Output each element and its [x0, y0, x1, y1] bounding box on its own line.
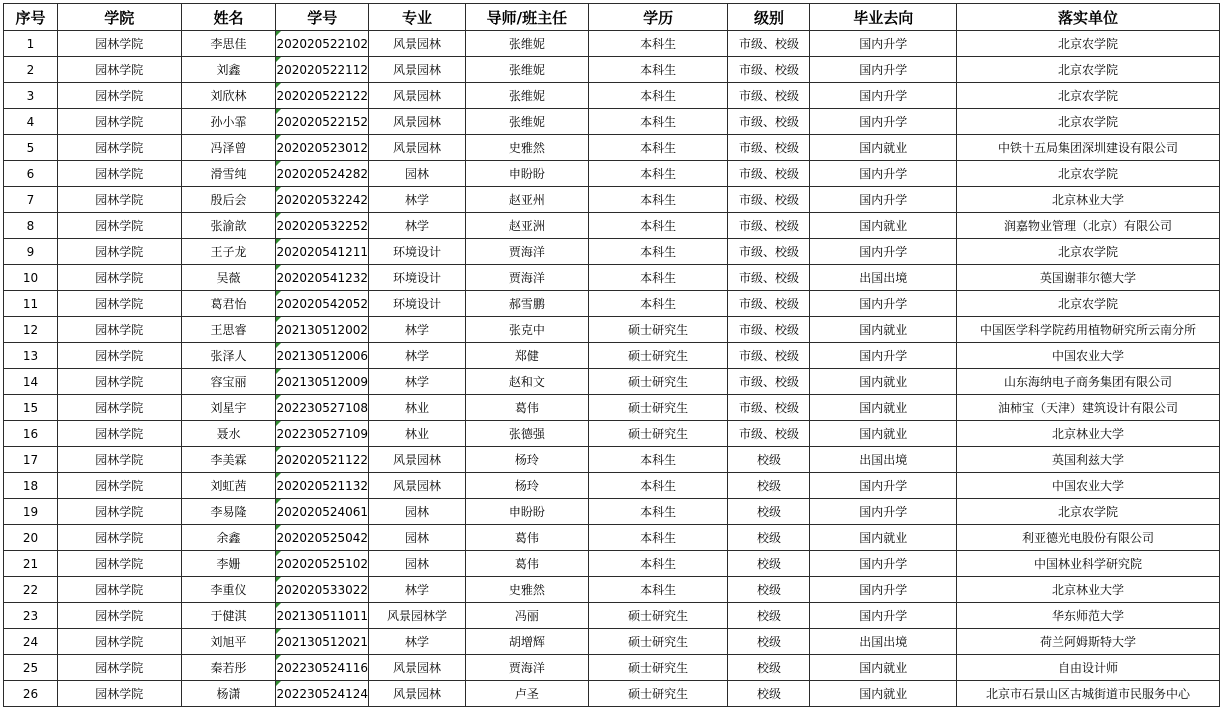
employer-cell[interactable]: 自由设计师	[957, 655, 1220, 681]
college-cell[interactable]: 园林学院	[57, 187, 181, 213]
college-cell[interactable]: 园林学院	[57, 603, 181, 629]
major-cell[interactable]: 林学	[369, 369, 466, 395]
major-cell[interactable]: 林学	[369, 577, 466, 603]
table-row	[4, 265, 1220, 291]
seq-cell[interactable]: 25	[4, 655, 58, 681]
column-header-college[interactable]: 学院	[57, 4, 181, 31]
student-id-cell[interactable]: 202020524061	[276, 499, 369, 525]
student-id-cell[interactable]: 202020524282	[276, 161, 369, 187]
degree-cell[interactable]: 硕士研究生	[588, 421, 728, 447]
table-row	[4, 83, 1220, 109]
college-cell[interactable]: 园林学院	[57, 291, 181, 317]
name-cell[interactable]: 余鑫	[181, 525, 276, 551]
name-cell[interactable]: 于健淇	[181, 603, 276, 629]
employer-cell[interactable]: 北京农学院	[957, 31, 1220, 57]
student-id-cell[interactable]: 202020523012	[276, 135, 369, 161]
student-id-cell[interactable]: 202130511011	[276, 603, 369, 629]
column-header-name[interactable]: 姓名	[181, 4, 276, 31]
name-cell[interactable]: 刘虹茜	[181, 473, 276, 499]
employer-cell[interactable]: 北京农学院	[957, 291, 1220, 317]
level-cell[interactable]: 市级、校级	[728, 187, 810, 213]
name-cell[interactable]: 张泽人	[181, 343, 276, 369]
advisor-cell[interactable]: 赵亚洲	[465, 213, 588, 239]
destination-cell[interactable]: 国内升学	[810, 291, 957, 317]
advisor-cell[interactable]: 葛伟	[465, 551, 588, 577]
degree-cell[interactable]: 本科生	[588, 135, 728, 161]
level-cell[interactable]: 校级	[728, 603, 810, 629]
name-cell[interactable]: 滑雪纯	[181, 161, 276, 187]
seq-cell[interactable]: 18	[4, 473, 58, 499]
name-cell[interactable]: 李易隆	[181, 499, 276, 525]
table-row	[4, 421, 1220, 447]
destination-cell[interactable]: 国内就业	[810, 369, 957, 395]
advisor-cell[interactable]: 史雅然	[465, 577, 588, 603]
level-cell[interactable]: 市级、校级	[728, 57, 810, 83]
employer-cell[interactable]: 北京农学院	[957, 109, 1220, 135]
advisor-cell[interactable]: 张维妮	[465, 83, 588, 109]
destination-cell[interactable]: 国内升学	[810, 343, 957, 369]
major-cell[interactable]: 园林	[369, 551, 466, 577]
destination-cell[interactable]: 国内就业	[810, 421, 957, 447]
level-cell[interactable]: 校级	[728, 551, 810, 577]
student-id-cell[interactable]: 202230524124	[276, 681, 369, 707]
destination-cell[interactable]: 国内就业	[810, 317, 957, 343]
table-row	[4, 577, 1220, 603]
column-header-employer[interactable]: 落实单位	[957, 4, 1220, 31]
seq-cell[interactable]: 17	[4, 447, 58, 473]
advisor-cell[interactable]: 杨玲	[465, 447, 588, 473]
student-id-cell[interactable]: 202020532252	[276, 213, 369, 239]
level-cell[interactable]: 市级、校级	[728, 369, 810, 395]
employer-cell[interactable]: 北京农学院	[957, 239, 1220, 265]
major-cell[interactable]: 林学	[369, 343, 466, 369]
employer-cell[interactable]: 荷兰阿姆斯特大学	[957, 629, 1220, 655]
degree-cell[interactable]: 本科生	[588, 525, 728, 551]
table-row	[4, 473, 1220, 499]
college-cell[interactable]: 园林学院	[57, 83, 181, 109]
advisor-cell[interactable]: 张维妮	[465, 57, 588, 83]
level-cell[interactable]: 市级、校级	[728, 213, 810, 239]
employer-cell[interactable]: 中国医学科学院药用植物研究所云南分所	[957, 317, 1220, 343]
college-cell[interactable]: 园林学院	[57, 395, 181, 421]
name-cell[interactable]: 张渝歆	[181, 213, 276, 239]
name-cell[interactable]: 聂水	[181, 421, 276, 447]
employer-cell[interactable]: 北京林业大学	[957, 187, 1220, 213]
destination-cell[interactable]: 国内就业	[810, 681, 957, 707]
major-cell[interactable]: 林业	[369, 395, 466, 421]
major-cell[interactable]: 林学	[369, 317, 466, 343]
advisor-cell[interactable]: 申盼盼	[465, 161, 588, 187]
level-cell[interactable]: 市级、校级	[728, 421, 810, 447]
student-id-cell[interactable]: 202020541211	[276, 239, 369, 265]
seq-cell[interactable]: 14	[4, 369, 58, 395]
table-row	[4, 317, 1220, 343]
student-id-cell[interactable]: 202230527109	[276, 421, 369, 447]
table-row	[4, 655, 1220, 681]
college-cell[interactable]: 园林学院	[57, 551, 181, 577]
seq-cell[interactable]: 23	[4, 603, 58, 629]
student-id-cell[interactable]: 202020521122	[276, 447, 369, 473]
seq-cell[interactable]: 5	[4, 135, 58, 161]
destination-cell[interactable]: 国内升学	[810, 187, 957, 213]
major-cell[interactable]: 风景园林	[369, 109, 466, 135]
destination-cell[interactable]: 出国出境	[810, 447, 957, 473]
advisor-cell[interactable]: 史雅然	[465, 135, 588, 161]
college-cell[interactable]: 园林学院	[57, 31, 181, 57]
table-row	[4, 161, 1220, 187]
degree-cell[interactable]: 本科生	[588, 57, 728, 83]
level-cell[interactable]: 市级、校级	[728, 83, 810, 109]
seq-cell[interactable]: 21	[4, 551, 58, 577]
employer-cell[interactable]: 油柿宝（天津）建筑设计有限公司	[957, 395, 1220, 421]
college-cell[interactable]: 园林学院	[57, 239, 181, 265]
advisor-cell[interactable]: 郑健	[465, 343, 588, 369]
major-cell[interactable]: 风景园林学	[369, 603, 466, 629]
destination-cell[interactable]: 国内升学	[810, 239, 957, 265]
student-id-cell[interactable]: 202230527108	[276, 395, 369, 421]
destination-cell[interactable]: 出国出境	[810, 265, 957, 291]
college-cell[interactable]: 园林学院	[57, 135, 181, 161]
degree-cell[interactable]: 硕士研究生	[588, 655, 728, 681]
name-cell[interactable]: 王思睿	[181, 317, 276, 343]
advisor-cell[interactable]: 张克中	[465, 317, 588, 343]
major-cell[interactable]: 园林	[369, 499, 466, 525]
major-cell[interactable]: 环境设计	[369, 239, 466, 265]
header-row	[4, 4, 1220, 31]
employer-cell[interactable]: 利亚德光电股份有限公司	[957, 525, 1220, 551]
degree-cell[interactable]: 硕士研究生	[588, 343, 728, 369]
advisor-cell[interactable]: 葛伟	[465, 525, 588, 551]
degree-cell[interactable]: 硕士研究生	[588, 681, 728, 707]
table-row	[4, 31, 1220, 57]
level-cell[interactable]: 校级	[728, 681, 810, 707]
destination-cell[interactable]: 国内就业	[810, 395, 957, 421]
level-cell[interactable]: 校级	[728, 473, 810, 499]
table-row	[4, 499, 1220, 525]
name-cell[interactable]: 李思佳	[181, 31, 276, 57]
student-id-cell[interactable]: 202020541232	[276, 265, 369, 291]
major-cell[interactable]: 风景园林	[369, 135, 466, 161]
level-cell[interactable]: 市级、校级	[728, 135, 810, 161]
employer-cell[interactable]: 北京农学院	[957, 499, 1220, 525]
destination-cell[interactable]: 国内升学	[810, 551, 957, 577]
name-cell[interactable]: 杨潇	[181, 681, 276, 707]
college-cell[interactable]: 园林学院	[57, 499, 181, 525]
college-cell[interactable]: 园林学院	[57, 343, 181, 369]
level-cell[interactable]: 校级	[728, 629, 810, 655]
employer-cell[interactable]: 北京林业大学	[957, 577, 1220, 603]
major-cell[interactable]: 环境设计	[369, 265, 466, 291]
name-cell[interactable]: 刘星宇	[181, 395, 276, 421]
college-cell[interactable]: 园林学院	[57, 577, 181, 603]
table-body	[4, 31, 1220, 707]
major-cell[interactable]: 风景园林	[369, 681, 466, 707]
degree-cell[interactable]: 硕士研究生	[588, 629, 728, 655]
degree-cell[interactable]: 本科生	[588, 291, 728, 317]
college-cell[interactable]: 园林学院	[57, 473, 181, 499]
employer-cell[interactable]: 北京市石景山区古城街道市民服务中心	[957, 681, 1220, 707]
table-row	[4, 447, 1220, 473]
table-row	[4, 525, 1220, 551]
level-cell[interactable]: 市级、校级	[728, 109, 810, 135]
college-cell[interactable]: 园林学院	[57, 109, 181, 135]
student-id-cell[interactable]: 202130512006	[276, 343, 369, 369]
advisor-cell[interactable]: 杨玲	[465, 473, 588, 499]
table-row	[4, 239, 1220, 265]
level-cell[interactable]: 市级、校级	[728, 239, 810, 265]
column-header-student-id[interactable]: 学号	[276, 4, 369, 31]
seq-cell[interactable]: 15	[4, 395, 58, 421]
degree-cell[interactable]: 本科生	[588, 31, 728, 57]
college-cell[interactable]: 园林学院	[57, 369, 181, 395]
degree-cell[interactable]: 硕士研究生	[588, 395, 728, 421]
degree-cell[interactable]: 本科生	[588, 265, 728, 291]
employer-cell[interactable]: 中国农业大学	[957, 473, 1220, 499]
student-id-cell[interactable]: 202130512009	[276, 369, 369, 395]
name-cell[interactable]: 殷后会	[181, 187, 276, 213]
table-row	[4, 681, 1220, 707]
college-cell[interactable]: 园林学院	[57, 317, 181, 343]
advisor-cell[interactable]: 冯丽	[465, 603, 588, 629]
destination-cell[interactable]: 国内升学	[810, 31, 957, 57]
advisor-cell[interactable]: 张德强	[465, 421, 588, 447]
seq-cell[interactable]: 4	[4, 109, 58, 135]
employer-cell[interactable]: 北京林业大学	[957, 421, 1220, 447]
advisor-cell[interactable]: 卢圣	[465, 681, 588, 707]
level-cell[interactable]: 校级	[728, 655, 810, 681]
student-id-cell[interactable]: 202230524116	[276, 655, 369, 681]
seq-cell[interactable]: 24	[4, 629, 58, 655]
destination-cell[interactable]: 国内升学	[810, 499, 957, 525]
level-cell[interactable]: 市级、校级	[728, 31, 810, 57]
destination-cell[interactable]: 国内就业	[810, 213, 957, 239]
name-cell[interactable]: 吴薇	[181, 265, 276, 291]
employer-cell[interactable]: 中国林业科学研究院	[957, 551, 1220, 577]
table-row	[4, 343, 1220, 369]
degree-cell[interactable]: 硕士研究生	[588, 369, 728, 395]
degree-cell[interactable]: 本科生	[588, 83, 728, 109]
student-id-cell[interactable]: 202020533022	[276, 577, 369, 603]
seq-cell[interactable]: 10	[4, 265, 58, 291]
seq-cell[interactable]: 12	[4, 317, 58, 343]
spreadsheet-table	[3, 3, 1220, 707]
major-cell[interactable]: 园林	[369, 161, 466, 187]
employer-cell[interactable]: 英国利兹大学	[957, 447, 1220, 473]
major-cell[interactable]: 风景园林	[369, 57, 466, 83]
major-cell[interactable]: 园林	[369, 525, 466, 551]
student-id-cell[interactable]: 202020522122	[276, 83, 369, 109]
advisor-cell[interactable]: 申盼盼	[465, 499, 588, 525]
seq-cell[interactable]: 26	[4, 681, 58, 707]
name-cell[interactable]: 李美霖	[181, 447, 276, 473]
advisor-cell[interactable]: 胡增辉	[465, 629, 588, 655]
level-cell[interactable]: 市级、校级	[728, 291, 810, 317]
seq-cell[interactable]: 22	[4, 577, 58, 603]
table-row	[4, 187, 1220, 213]
degree-cell[interactable]: 本科生	[588, 109, 728, 135]
major-cell[interactable]: 风景园林	[369, 31, 466, 57]
destination-cell[interactable]: 国内就业	[810, 135, 957, 161]
table-row	[4, 369, 1220, 395]
major-cell[interactable]: 林学	[369, 187, 466, 213]
seq-cell[interactable]: 11	[4, 291, 58, 317]
destination-cell[interactable]: 国内就业	[810, 655, 957, 681]
seq-cell[interactable]: 9	[4, 239, 58, 265]
level-cell[interactable]: 市级、校级	[728, 161, 810, 187]
student-id-cell[interactable]: 202020522152	[276, 109, 369, 135]
degree-cell[interactable]: 本科生	[588, 473, 728, 499]
table-row	[4, 629, 1220, 655]
degree-cell[interactable]: 本科生	[588, 213, 728, 239]
college-cell[interactable]: 园林学院	[57, 161, 181, 187]
advisor-cell[interactable]: 贾海洋	[465, 655, 588, 681]
major-cell[interactable]: 林业	[369, 421, 466, 447]
student-id-cell[interactable]: 202130512002	[276, 317, 369, 343]
destination-cell[interactable]: 国内升学	[810, 577, 957, 603]
level-cell[interactable]: 市级、校级	[728, 395, 810, 421]
column-header-degree[interactable]: 学历	[588, 4, 728, 31]
advisor-cell[interactable]: 贾海洋	[465, 265, 588, 291]
column-header-major[interactable]: 专业	[369, 4, 466, 31]
level-cell[interactable]: 校级	[728, 447, 810, 473]
major-cell[interactable]: 风景园林	[369, 473, 466, 499]
column-header-level[interactable]: 级别	[728, 4, 810, 31]
major-cell[interactable]: 环境设计	[369, 291, 466, 317]
table-row	[4, 213, 1220, 239]
destination-cell[interactable]: 国内升学	[810, 473, 957, 499]
degree-cell[interactable]: 本科生	[588, 577, 728, 603]
college-cell[interactable]: 园林学院	[57, 57, 181, 83]
student-id-cell[interactable]: 202020532242	[276, 187, 369, 213]
advisor-cell[interactable]: 张维妮	[465, 109, 588, 135]
student-id-cell[interactable]: 202020525102	[276, 551, 369, 577]
student-id-cell[interactable]: 202020522102	[276, 31, 369, 57]
student-id-cell[interactable]: 202130512021	[276, 629, 369, 655]
name-cell[interactable]: 秦若彤	[181, 655, 276, 681]
major-cell[interactable]: 林学	[369, 213, 466, 239]
seq-cell[interactable]: 6	[4, 161, 58, 187]
advisor-cell[interactable]: 赵亚州	[465, 187, 588, 213]
degree-cell[interactable]: 硕士研究生	[588, 603, 728, 629]
student-id-cell[interactable]: 202020525042	[276, 525, 369, 551]
college-cell[interactable]: 园林学院	[57, 447, 181, 473]
employer-cell[interactable]: 北京农学院	[957, 83, 1220, 109]
seq-cell[interactable]: 16	[4, 421, 58, 447]
seq-cell[interactable]: 19	[4, 499, 58, 525]
college-cell[interactable]: 园林学院	[57, 681, 181, 707]
seq-cell[interactable]: 2	[4, 57, 58, 83]
name-cell[interactable]: 孙小霏	[181, 109, 276, 135]
employer-cell[interactable]: 中国农业大学	[957, 343, 1220, 369]
destination-cell[interactable]: 国内升学	[810, 109, 957, 135]
degree-cell[interactable]: 本科生	[588, 161, 728, 187]
advisor-cell[interactable]: 郝雪鹏	[465, 291, 588, 317]
name-cell[interactable]: 李姗	[181, 551, 276, 577]
student-id-cell[interactable]: 202020522112	[276, 57, 369, 83]
degree-cell[interactable]: 本科生	[588, 551, 728, 577]
major-cell[interactable]: 林学	[369, 629, 466, 655]
table-row	[4, 551, 1220, 577]
seq-cell[interactable]: 8	[4, 213, 58, 239]
name-cell[interactable]: 刘鑫	[181, 57, 276, 83]
employer-cell[interactable]: 英国谢菲尔德大学	[957, 265, 1220, 291]
table-row	[4, 57, 1220, 83]
college-cell[interactable]: 园林学院	[57, 265, 181, 291]
name-cell[interactable]: 葛君怡	[181, 291, 276, 317]
name-cell[interactable]: 冯泽曾	[181, 135, 276, 161]
level-cell[interactable]: 市级、校级	[728, 317, 810, 343]
major-cell[interactable]: 风景园林	[369, 655, 466, 681]
advisor-cell[interactable]: 赵和文	[465, 369, 588, 395]
degree-cell[interactable]: 本科生	[588, 239, 728, 265]
student-id-cell[interactable]: 202020521132	[276, 473, 369, 499]
college-cell[interactable]: 园林学院	[57, 421, 181, 447]
column-header-advisor[interactable]: 导师/班主任	[465, 4, 588, 31]
table-row	[4, 291, 1220, 317]
student-id-cell[interactable]: 202020542052	[276, 291, 369, 317]
employer-cell[interactable]: 北京农学院	[957, 57, 1220, 83]
table-row	[4, 135, 1220, 161]
level-cell[interactable]: 市级、校级	[728, 265, 810, 291]
destination-cell[interactable]: 国内升学	[810, 83, 957, 109]
employer-cell[interactable]: 山东海纳电子商务集团有限公司	[957, 369, 1220, 395]
name-cell[interactable]: 刘欣林	[181, 83, 276, 109]
major-cell[interactable]: 风景园林	[369, 83, 466, 109]
destination-cell[interactable]: 国内升学	[810, 57, 957, 83]
college-cell[interactable]: 园林学院	[57, 525, 181, 551]
seq-cell[interactable]: 13	[4, 343, 58, 369]
seq-cell[interactable]: 1	[4, 31, 58, 57]
advisor-cell[interactable]: 张维妮	[465, 31, 588, 57]
advisor-cell[interactable]: 贾海洋	[465, 239, 588, 265]
level-cell[interactable]: 校级	[728, 499, 810, 525]
table-row	[4, 109, 1220, 135]
destination-cell[interactable]: 国内就业	[810, 525, 957, 551]
level-cell[interactable]: 校级	[728, 577, 810, 603]
level-cell[interactable]: 校级	[728, 525, 810, 551]
name-cell[interactable]: 刘旭平	[181, 629, 276, 655]
seq-cell[interactable]: 3	[4, 83, 58, 109]
name-cell[interactable]: 王子龙	[181, 239, 276, 265]
college-cell[interactable]: 园林学院	[57, 655, 181, 681]
employer-cell[interactable]: 润嘉物业管理（北京）有限公司	[957, 213, 1220, 239]
college-cell[interactable]: 园林学院	[57, 629, 181, 655]
table-row	[4, 395, 1220, 421]
level-cell[interactable]: 市级、校级	[728, 343, 810, 369]
major-cell[interactable]: 风景园林	[369, 447, 466, 473]
column-header-seq[interactable]: 序号	[4, 4, 58, 31]
degree-cell[interactable]: 本科生	[588, 499, 728, 525]
seq-cell[interactable]: 7	[4, 187, 58, 213]
employer-cell[interactable]: 华东师范大学	[957, 603, 1220, 629]
name-cell[interactable]: 容宝丽	[181, 369, 276, 395]
destination-cell[interactable]: 国内升学	[810, 603, 957, 629]
degree-cell[interactable]: 本科生	[588, 187, 728, 213]
destination-cell[interactable]: 国内升学	[810, 161, 957, 187]
seq-cell[interactable]: 20	[4, 525, 58, 551]
college-cell[interactable]: 园林学院	[57, 213, 181, 239]
name-cell[interactable]: 李重仪	[181, 577, 276, 603]
table-row	[4, 603, 1220, 629]
advisor-cell[interactable]: 葛伟	[465, 395, 588, 421]
column-header-destination[interactable]: 毕业去向	[810, 4, 957, 31]
destination-cell[interactable]: 出国出境	[810, 629, 957, 655]
degree-cell[interactable]: 本科生	[588, 447, 728, 473]
employer-cell[interactable]: 北京农学院	[957, 161, 1220, 187]
employer-cell[interactable]: 中铁十五局集团深圳建设有限公司	[957, 135, 1220, 161]
degree-cell[interactable]: 硕士研究生	[588, 317, 728, 343]
